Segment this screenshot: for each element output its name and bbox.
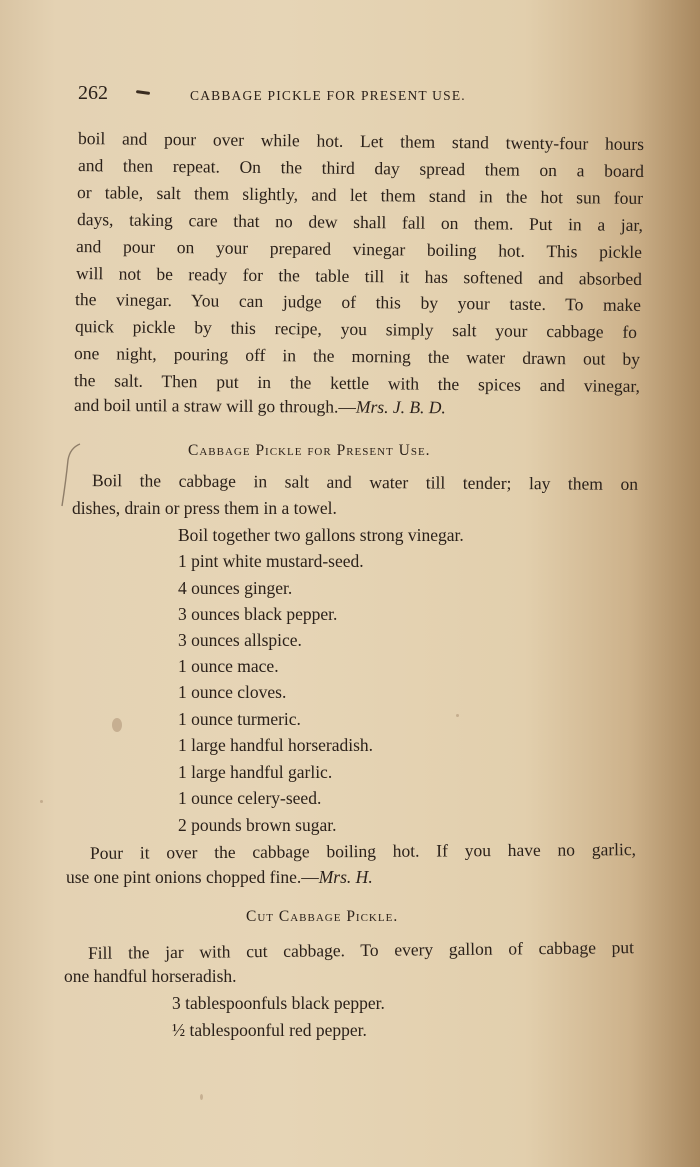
- list-item: ½ tablespoonful red pepper.: [172, 1020, 367, 1040]
- text-line: the salt. Then put in the kettle with the spices and vinegar,: [73, 370, 641, 396]
- list-item: Boil together two gallons strong vinegar.: [178, 525, 464, 545]
- text-line: will not be ready for the table till it has softened and absorbed: [75, 263, 643, 289]
- author-signature: Mrs. J. B. D.: [355, 396, 446, 418]
- text-line: the vinegar. You can judge of this by your taste. To make: [74, 289, 642, 315]
- list-item: 3 tablespoonfuls black pepper.: [172, 993, 385, 1013]
- list-item: 1 large handful horseradish.: [178, 735, 374, 755]
- list-item: 1 ounce mace.: [178, 656, 279, 676]
- text-line: and then repeat. On the third day spread them on a board: [77, 155, 645, 181]
- paper-speck: [40, 800, 43, 803]
- paper-stain: [112, 718, 122, 732]
- list-item: 1 ounce turmeric.: [178, 709, 301, 729]
- list-item: 3 ounces allspice.: [178, 630, 302, 650]
- list-item: 4 ounces ginger.: [178, 578, 293, 598]
- recipe-heading: Cabbage Pickle for Present Use.: [188, 442, 431, 459]
- text-line: quick pickle by this recipe, you simply salt your cabbage fo: [74, 316, 638, 342]
- list-item: 1 pint white mustard-seed.: [178, 551, 364, 571]
- text-line: and pour on your prepared vinegar boiling hot. This pickle: [75, 236, 643, 262]
- ink-dash-mark: [136, 90, 150, 95]
- list-item: 1 ounce cloves.: [178, 682, 287, 702]
- author-signature: Mrs. H.: [318, 867, 373, 887]
- text-line: Pour it over the cabbage boiling hot. If you have no garlic,: [89, 839, 637, 863]
- text-fragment: use one pint onions chopped fine.—: [66, 867, 319, 887]
- running-head: [78, 82, 548, 106]
- page-number: 262: [78, 82, 108, 104]
- text-line: one handful horseradish.: [64, 966, 237, 986]
- text-line: or table, salt them slightly, and let them stand in the hot sun four: [76, 182, 644, 208]
- paper-speck: [456, 714, 459, 717]
- text-line-last: [74, 394, 446, 419]
- paper-speck: [200, 1094, 203, 1100]
- list-item: 3 ounces black pepper.: [178, 604, 338, 624]
- text-line: boil and pour over while hot. Let them stand twenty-four hours: [77, 128, 645, 154]
- list-item: 1 ounce celery-seed.: [178, 788, 322, 808]
- recipe-heading: Cut Cabbage Pickle.: [246, 908, 399, 925]
- text-line: Fill the jar with cut cabbage. To every gallon of cabbage put: [87, 937, 635, 963]
- running-head-title: CABBAGE PICKLE FOR PRESENT USE.: [190, 88, 466, 103]
- list-item: 2 pounds brown sugar.: [178, 815, 337, 835]
- text-line: days, taking care that no dew shall fall on them. Put in a jar,: [76, 209, 644, 235]
- text-fragment: and boil until a straw will go through.—: [73, 394, 356, 417]
- text-line: one night, pouring off in the morning the water drawn out by: [73, 343, 641, 369]
- text-line-last: [66, 866, 373, 888]
- text-line: dishes, drain or press them in a towel.: [72, 498, 337, 518]
- text-line: Boil the cabbage in salt and water till tender; lay them on: [91, 470, 639, 494]
- list-item: 1 large handful garlic.: [178, 762, 333, 782]
